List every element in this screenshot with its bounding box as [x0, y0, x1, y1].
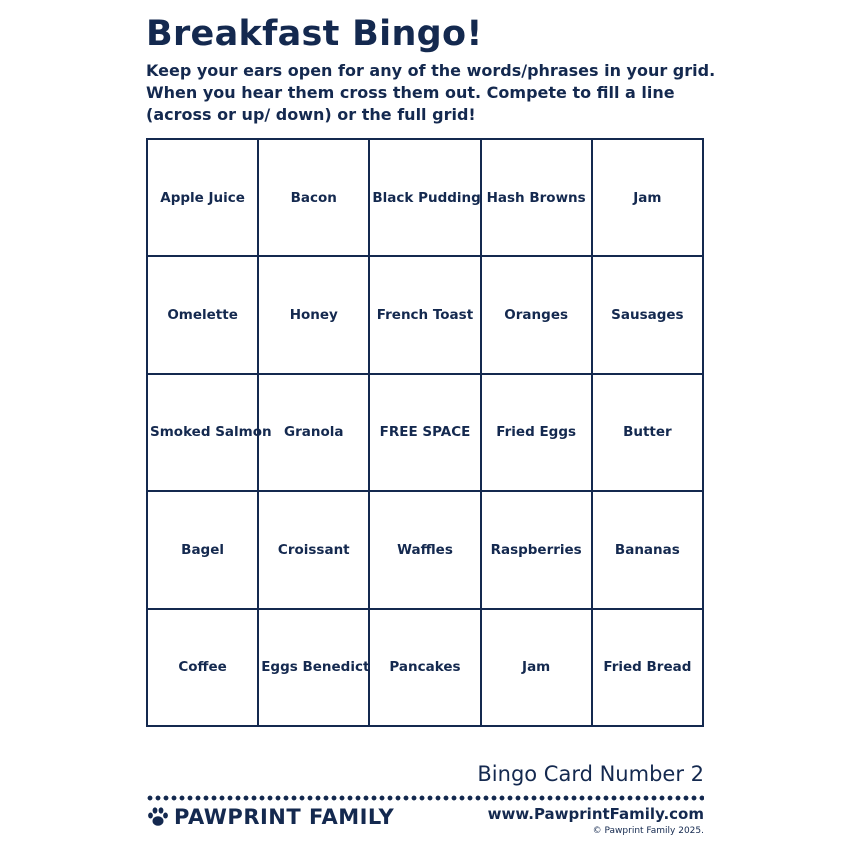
bingo-cell: Bananas	[592, 491, 703, 608]
paw-print-icon	[146, 805, 170, 829]
bingo-cell: Bagel	[147, 491, 258, 608]
bingo-cell: Coffee	[147, 609, 258, 726]
grid-row	[147, 374, 703, 491]
card-number: Bingo Card Number 2	[477, 762, 704, 786]
bingo-cell: Black Pudding	[369, 139, 480, 256]
bingo-cell: Omelette	[147, 256, 258, 373]
bingo-cell: Honey	[258, 256, 369, 373]
bingo-cell: Butter	[592, 374, 703, 491]
bingo-cell: Jam	[481, 609, 592, 726]
brand-name: PAWPRINT FAMILY	[174, 805, 395, 829]
bingo-grid	[146, 138, 704, 727]
copyright-text: © Pawprint Family 2025.	[592, 826, 704, 836]
instructions-text: Keep your ears open for any of the words/phrases in your grid. When you hear them cross them out. Compete to fill a line (across or up/ down) or the full grid!	[146, 61, 716, 124]
bingo-cell: Bacon	[258, 139, 369, 256]
bingo-cell: Granola	[258, 374, 369, 491]
bingo-cell: Fried Bread	[592, 609, 703, 726]
grid-row	[147, 491, 703, 608]
bingo-cell: Smoked Salmon	[147, 374, 258, 491]
website-link[interactable]: www.PawprintFamily.com	[487, 805, 704, 823]
bingo-cell: Raspberries	[481, 491, 592, 608]
grid-row	[147, 139, 703, 256]
grid-row	[147, 256, 703, 373]
bingo-cell: FREE SPACE	[369, 374, 480, 491]
bingo-cell: Pancakes	[369, 609, 480, 726]
bingo-cell: Jam	[592, 139, 703, 256]
dotted-divider	[146, 795, 704, 801]
bingo-cell: Croissant	[258, 491, 369, 608]
grid-row	[147, 609, 703, 726]
bingo-cell: Hash Browns	[481, 139, 592, 256]
bingo-cell: Eggs Benedict	[258, 609, 369, 726]
bingo-cell: Oranges	[481, 256, 592, 373]
bingo-cell: Apple Juice	[147, 139, 258, 256]
brand-logo	[146, 804, 394, 830]
bingo-cell: Fried Eggs	[481, 374, 592, 491]
bingo-cell: French Toast	[369, 256, 480, 373]
bingo-cell: Sausages	[592, 256, 703, 373]
page-title: Breakfast Bingo!	[146, 14, 483, 54]
bingo-cell: Waffles	[369, 491, 480, 608]
